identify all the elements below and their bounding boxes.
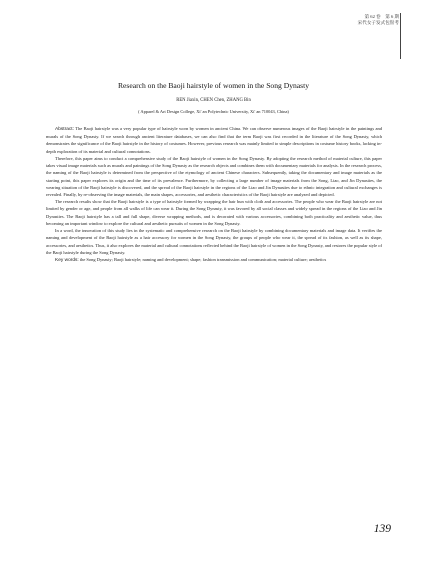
keywords-label: Key words: <box>55 257 79 263</box>
journal-header <box>358 14 399 27</box>
author-list: REN Jiaxin, CHEN Chen, ZHANG Bin <box>176 98 251 103</box>
abstract-section <box>46 125 382 264</box>
abstract-label: Abstract: <box>55 127 74 132</box>
page-number: 139 <box>373 523 391 535</box>
abstract-text: The Baoji hairstyle was a very popular type of hairstyle worn by women in ancient China. We can observe numerous images of the Baoji hairstyle in the paintings and murals of the Song Dynasty. If we search through ancient literature databases, we can also find that the term Baoji was first recorded in the literature of the Song Dynasty, which demonstrates the significance of the Baoji hairstyle in the history of costumes. However, previous research was mainly limited to simple descriptions in costume history books, lacking in-depth exploration of its material and cultural connotations. <box>46 126 382 154</box>
author-affiliation: ( Apparel & Art Design College, Xi' an Polytechnic University, Xi' an 710043, China) <box>138 108 289 114</box>
abstract-paragraph: In a word, the innovation of this study lies in the systematic and comprehensive research on the Baoji hairstyle by combining documentary materials and image data. It verifies the naming and development of the Baoji hairstyle as a hair accessory for women in the Song Dynasty, the groups of people who wear it, the spread of its fashion, as well as its shape, accessories, and aesthetics. Thus, it also explores the material and cultural connotations reflected behind the Baoji hairstyle of women in the Song Dynasty, and restores the popular style of the Baoji hairstyle during the Song Dynasty. <box>46 228 382 255</box>
abstract-paragraph <box>46 125 382 155</box>
keywords-text: the Song Dynasty; Baoji hairstyle; naming and development; shape; fashion transmission and communication; material culture; aesthetics <box>79 256 327 262</box>
keywords-paragraph <box>46 256 382 264</box>
abstract-paragraph: The research results show that the Baoji hairstyle is a type of hairstyle formed by wrapping the hair bun with cloth and accessories. The people who wear the Baoji hairstyle are not limited by gender or age, and people from all walks of life can wear it. During the Song Dynasty, it was favored by all social classes and widely spread in the regions of the Liao and Jin Dynasties. The Baoji hairstyle has a tall and full shape, diverse wrapping methods, and is decorated with various accessories, combining both practicality and aesthetic value, thus becoming an important window to explore the cultural and aesthetic pursuits of women in the Song Dynasty. <box>46 199 382 226</box>
paper-title: Research on the Baoji hairstyle of women in the Song Dynasty <box>117 81 310 90</box>
journal-volume-issue: 第 62 卷 第 6 期 <box>364 14 399 19</box>
running-title: 宋代女子发式包髻考 <box>357 20 399 26</box>
abstract-paragraph: Therefore, this paper aims to conduct a comprehensive study of the Baoji hairstyle of women in the Song Dynasty. By adopting the research method of material culture, this paper takes visual image materials such as murals and paintings of the Song Dynasty as the research objects and combines them with documentary materials for analysis. In the research process, the naming of the Baoji hairstyle is determined from the perspective of the etymology of ancient Chinese characters. Subsequently, taking the documentary and image materials as the starting point, this paper explores its origin and the time of its prevalence. Furthermore, by collecting a large number of image materials from the Song, Liao, and Jin Dynasties, the wearing situation of the Baoji hairstyle is discovered, and the spread of the Baoji hairstyle in the regions of the Liao and Jin Dynasties due to ethnic integration and cultural exchanges is revealed. Finally, by re-observing the image materials, the main shapes, accessories, and aesthetic characteristics of the Baoji hairstyle are analyzed and depicted. <box>46 155 382 197</box>
header-divider <box>400 13 401 59</box>
